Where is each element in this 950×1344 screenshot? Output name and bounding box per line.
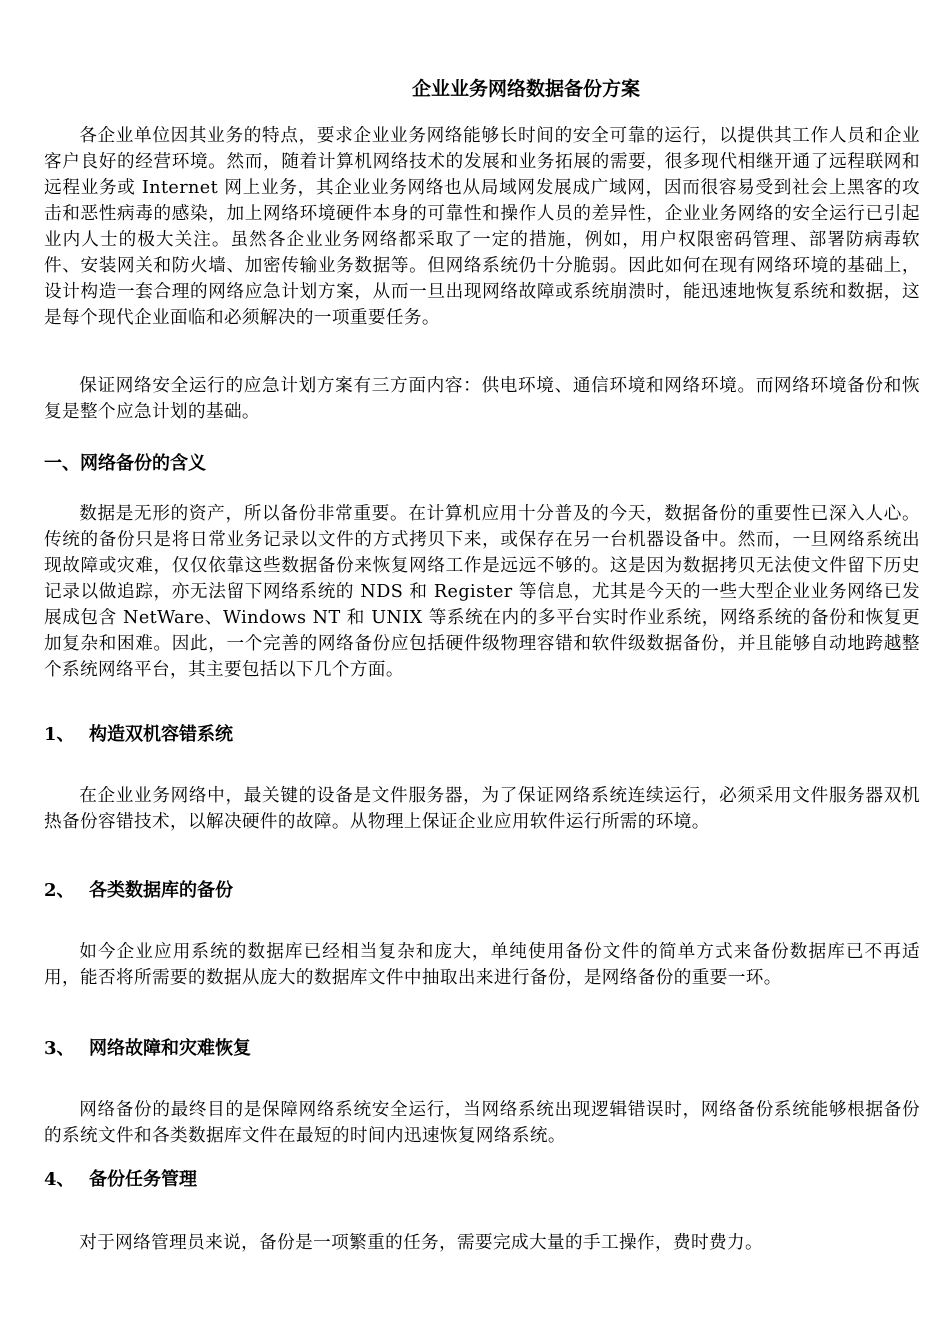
section-heading: 一、网络备份的含义 <box>44 453 206 474</box>
subsection-heading-2 <box>44 878 920 904</box>
subsection-heading-3 <box>44 1036 920 1062</box>
subsection-number: 3、 <box>44 1038 75 1059</box>
subsection-heading-1 <box>44 722 920 748</box>
document-title: 企业业务网络数据备份方案 <box>411 78 640 100</box>
subsection-heading-4 <box>44 1167 920 1193</box>
subsection-paragraph-2: 如今企业应用系统的数据库已经相当复杂和庞大，单纯使用备份文件的简单方式来备份数据库已不再适用，能否将所需要的数据从庞大的数据库文件中抽取出来进行备份，是网络备份的重要一环。 <box>44 942 920 988</box>
subsection-title: 各类数据库的备份 <box>89 880 233 901</box>
subsection-paragraph-4: 对于网络管理员来说，备份是一项繁重的任务，需要完成大量的手工操作，费时费力。 <box>79 1233 763 1253</box>
subsection-number: 2、 <box>44 880 75 901</box>
subsection-number: 4、 <box>44 1169 75 1190</box>
intro-paragraph-1: 各企业单位因其业务的特点，要求企业业务网络能够长时间的安全可靠的运行，以提供其工作人员和企业客户良好的经营环境。然而，随着计算机网络技术的发展和业务拓展的需要，很多现代相继开通了远程联网和远程业务或 Internet 网上业务，其企业业务网络也从局域网发展成广域网，因而很容易受到社会上黑客的攻击和恶性病毒的感染，加上网络环境硬件本身的可靠性和操作人员的差异性，企业业务网络的安全运行已引起业内人士的极大关注。虽然各企业业务网络都采取了一定的措施，例如，用户权限密码管理、部署防病毒软件、安装网关和防火墙、加密传输业务数据等。但网络系统仍十分脆弱。因此如何在现有网络环境的基础上，设计构造一套合理的网络应急计划方案，从而一旦出现网络故障或系统崩溃时，能迅速地恢复系统和数据，这是每个现代企业面临和必须解决的一项重要任务。 <box>44 126 920 328</box>
subsection-paragraph-1: 在企业业务网络中，最关键的设备是文件服务器，为了保证网络系统连续运行，必须采用文件服务器双机热备份容错技术，以解决硬件的故障。从物理上保证企业应用软件运行所需的环境。 <box>44 786 920 832</box>
intro-paragraph-2: 保证网络安全运行的应急计划方案有三方面内容：供电环境、通信环境和网络环境。而网络环境备份和恢复是整个应急计划的基础。 <box>44 376 920 422</box>
subsection-title: 网络故障和灾难恢复 <box>89 1038 251 1059</box>
subsection-title: 构造双机容错系统 <box>89 724 233 745</box>
section-paragraph: 数据是无形的资产，所以备份非常重要。在计算机应用十分普及的今天，数据备份的重要性已深入人心。传统的备份只是将日常业务记录以文件的方式拷贝下来，或保存在另一台机器设备中。然而，一旦网络系统出现故障或灾难，仅仅依靠这些数据备份来恢复网络工作是远远不够的。这是因为数据拷贝无法使文件留下历史记录以做追踪，亦无法留下网络系统的 NDS 和 Register 等信息，尤其是今天的一些大型企业业务网络已发展成包含 NetWare、Windows NT 和 UNIX 等系统在内的多平台实时作业系统，网络系统的备份和恢复更加复杂和困难。因此，一个完善的网络备份应包括硬件级物理容错和软件级数据备份，并且能够自动地跨越整个系统网络平台，其主要包括以下几个方面。 <box>44 504 920 680</box>
subsection-title: 备份任务管理 <box>89 1169 197 1190</box>
subsection-number: 1、 <box>44 724 75 745</box>
subsection-paragraph-3: 网络备份的最终目的是保障网络系统安全运行，当网络系统出现逻辑错误时，网络备份系统能够根据备份的系统文件和各类数据库文件在最短的时间内迅速恢复网络系统。 <box>44 1100 920 1146</box>
